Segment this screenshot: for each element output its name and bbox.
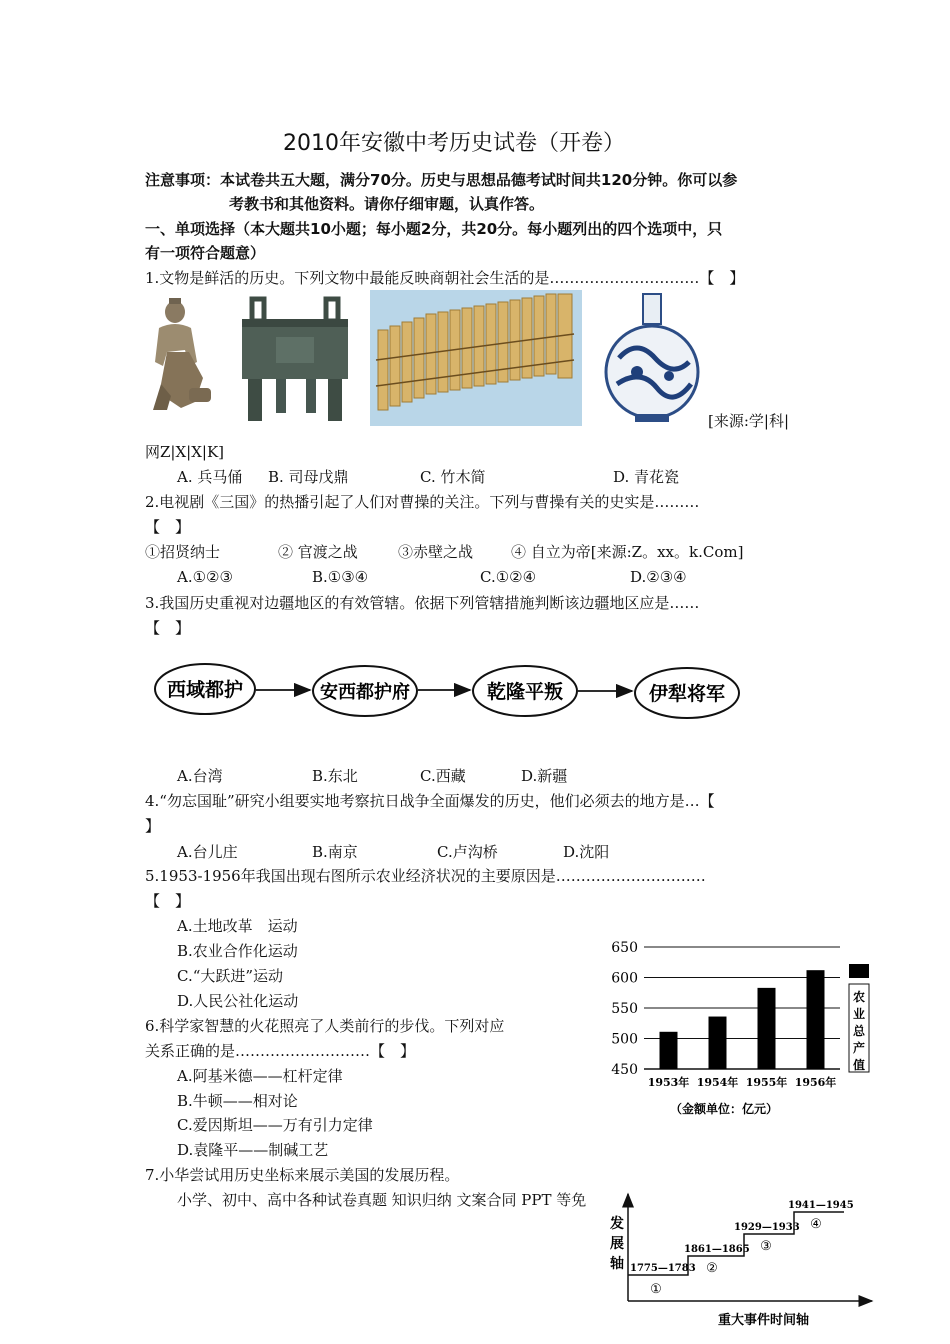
chart-bar [807, 970, 825, 1069]
q2-option-d: D.②③④ [630, 568, 687, 586]
q4-option-b: B.南京 [312, 843, 358, 861]
q3-flow-diagram [150, 660, 750, 722]
q2-fact-3: ③赤壁之战 [398, 543, 474, 561]
chart-legend-char: 总 [852, 1024, 866, 1038]
chart-legend-char: 业 [852, 1007, 866, 1021]
step-2-mark: ② [706, 1261, 718, 1276]
q1-option-b: B. 司母戊鼎 [268, 468, 349, 486]
page-title: 2010年安徽中考历史试卷（开卷） [283, 131, 625, 156]
q6-stem-a: 6.科学家智慧的火花照亮了人类前行的步伐。下列对应 [145, 1017, 505, 1035]
q3-stem: 3.我国历史重视对边疆地区的有效管辖。依据下列管辖措施判断该边疆地区应是…… [145, 594, 700, 612]
q1-option-c: C. 竹木简 [420, 468, 486, 486]
bamboo-slips-image [370, 290, 582, 426]
step-4-mark: ④ [810, 1217, 822, 1232]
flow-node-2: 安西都护府 [320, 682, 410, 703]
q7-step-diagram [600, 1190, 882, 1340]
chart-legend-label [852, 989, 866, 1072]
chart-x-labels [648, 1075, 837, 1089]
q2-bracket: 【 】 [145, 518, 191, 536]
chart-bars [660, 970, 825, 1069]
chart-y-tick-label: 600 [611, 970, 638, 987]
q3-option-b: B.东北 [312, 767, 358, 785]
chart-x-tick-label: 1953年 [647, 1076, 690, 1089]
simuwu-ding-image [236, 295, 354, 425]
q2-fact-4: ④ 自立为帝[来源:Z。xx。k.Com] [511, 543, 744, 561]
q5-stem: 5.1953-1956年我国出现右图所示农业经济状况的主要原因是………………………… [145, 867, 706, 885]
chart-x-tick-label: 1955年 [745, 1076, 788, 1089]
section-1-line-1: 一、单项选择（本大题共10小题；每小题2分，共20分。每小题列出的四个选项中，只 [145, 220, 723, 238]
flow-node-4: 伊犁将军 [648, 683, 726, 705]
chart-y-tick-label: 450 [611, 1062, 638, 1078]
q1-option-d: D. 青花瓷 [613, 468, 680, 486]
x-axis-label: 重大事件时间轴 [718, 1313, 810, 1328]
q6-option-c: C.爱因斯坦——万有引力定律 [177, 1116, 373, 1134]
blue-white-porcelain-image [597, 288, 707, 426]
q3-option-a: A.台湾 [177, 767, 223, 785]
q2-option-a: A.①②③ [177, 568, 233, 586]
q6-option-d: D.袁隆平——制碱工艺 [177, 1141, 329, 1159]
chart-x-tick-label: 1954年 [696, 1076, 739, 1089]
chart-y-ticks [611, 940, 638, 1078]
chart-legend-swatch [849, 964, 869, 978]
section-1-line-2: 有一项符合题意） [145, 244, 266, 262]
chart-y-tick-label: 500 [611, 1031, 638, 1048]
q5-option-a: A.土地改革 运动 [177, 917, 298, 935]
chart-bar [660, 1032, 678, 1069]
q4-bracket-end: 】 [145, 817, 161, 835]
q4-option-c: C.卢沟桥 [437, 843, 498, 861]
q4-stem: 4.“勿忘国耻”研究小组要实地考察抗日战争全面爆发的历史，他们必须去的地方是…【 [145, 792, 715, 810]
y-label-1: 发 [610, 1216, 624, 1232]
q2-option-b: B.①③④ [312, 568, 369, 586]
notice-line-2: 考教书和其他资料。请你仔细审题，认真作答。 [229, 195, 545, 213]
q2-fact-1: ①招贤纳士 [145, 543, 221, 561]
chart-bar [758, 988, 776, 1069]
chart-legend-char: 值 [852, 1058, 866, 1072]
q5-option-d: D.人民公社化运动 [177, 992, 299, 1010]
q1-stem: 1.文物是鲜活的历史。下列文物中最能反映商朝社会生活的是…………………………【 】 [145, 269, 745, 287]
step-3-years: 1929—1933 [734, 1222, 800, 1233]
q7-stem: 7.小华尝试用历史坐标来展示美国的发展历程。 [145, 1166, 460, 1184]
step-1-years: 1775—1783 [630, 1263, 696, 1274]
notice-line-1: 注意事项：本试卷共五大题，满分70分。历史与思想品德考试时间共120分钟。你可以参 [145, 171, 738, 189]
q6-option-a: A.阿基米德——杠杆定律 [177, 1067, 343, 1085]
q2-option-c: C.①②④ [480, 568, 537, 586]
q5-bracket: 【 】 [145, 892, 191, 910]
q6-stem-b: 关系正确的是………………………【 】 [145, 1042, 416, 1060]
chart-bar [709, 1017, 727, 1069]
agri-output-chart [600, 935, 880, 1125]
q1-source-a: [来源:学|科| [708, 412, 790, 430]
step-1-mark: ① [650, 1282, 662, 1297]
q2-fact-2: ② 官渡之战 [278, 543, 358, 561]
q7-ad-text: 小学、初中、高中各种试卷真题 知识归纳 文案合同 PPT 等免 [177, 1191, 587, 1209]
chart-y-tick-label: 550 [611, 1001, 638, 1017]
chart-legend-char: 产 [852, 1041, 866, 1055]
q5-option-b: B.农业合作化运动 [177, 942, 298, 960]
q3-bracket: 【 】 [145, 619, 191, 637]
q4-option-d: D.沈阳 [563, 843, 610, 861]
q1-source-b: 网Z|X|X|K] [145, 443, 224, 461]
y-label-3: 轴 [610, 1256, 624, 1272]
step-2-years: 1861—1865 [684, 1244, 750, 1255]
q5-option-c: C.“大跃进”运动 [177, 967, 284, 985]
q1-option-a: A. 兵马俑 [177, 468, 243, 486]
q3-option-c: C.西藏 [420, 767, 466, 785]
chart-legend-char: 农 [852, 990, 866, 1004]
step-4-years: 1941—1945 [788, 1200, 854, 1211]
step-3-mark: ③ [760, 1239, 772, 1254]
q6-option-b: B.牛顿——相对论 [177, 1092, 298, 1110]
chart-y-tick-label: 650 [611, 940, 638, 956]
flow-node-3: 乾隆平叛 [486, 681, 564, 703]
q2-stem: 2.电视剧《三国》的热播引起了人们对曹操的关注。下列与曹操有关的史实是……… [145, 493, 700, 511]
chart-x-tick-label: 1956年 [794, 1076, 837, 1089]
y-label-2: 展 [610, 1236, 624, 1252]
terracotta-warrior-image [145, 292, 217, 414]
q4-option-a: A.台儿庄 [177, 843, 238, 861]
q3-option-d: D.新疆 [521, 767, 568, 785]
chart-caption: （金额单位：亿元） [669, 1102, 779, 1116]
flow-node-1: 西域都护 [166, 679, 244, 701]
